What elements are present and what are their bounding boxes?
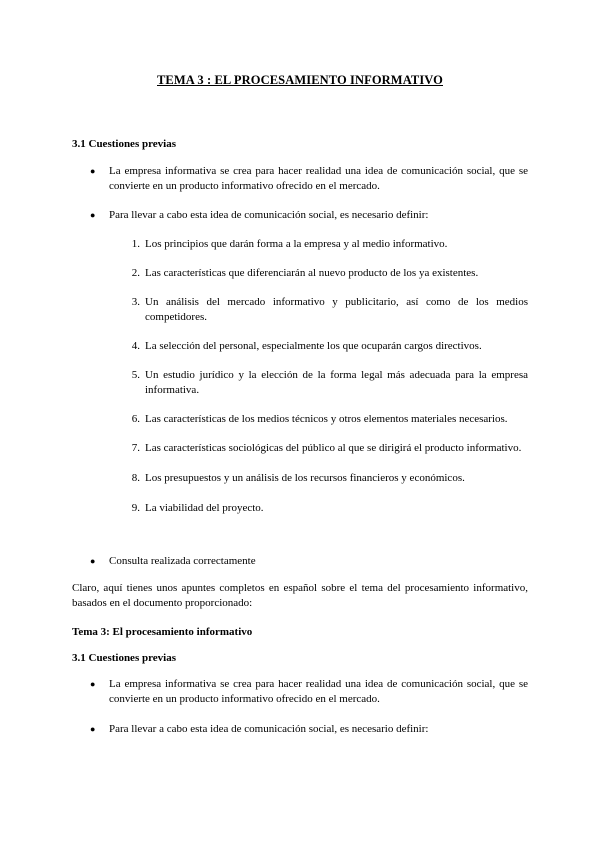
item-text: La selección del personal, especialmente los que ocuparán cargos directivos.	[145, 340, 482, 352]
item-text: Las características de los medios técnicos y otros elementos materiales necesarios.	[145, 413, 508, 425]
item-number: 5.	[131, 369, 140, 381]
item-text: La viabilidad del proyecto.	[145, 502, 264, 514]
section-heading: 3.1 Cuestiones previas	[72, 138, 176, 150]
item-number: 3.	[131, 296, 140, 308]
bullet-text: Para llevar a cabo esta idea de comunicación social, es necesario definir:	[109, 209, 429, 221]
bullet-text: Para llevar a cabo esta idea de comunicación social, es necesario definir:	[109, 723, 429, 735]
bullet-icon: ●	[90, 166, 96, 176]
item-text: Un análisis del mercado informativo y publicitario, así como de los medios competidores.	[145, 296, 528, 323]
bullet-icon: ●	[90, 679, 96, 689]
page-title: TEMA 3 : EL PROCESAMIENTO INFORMATIVO	[157, 73, 443, 87]
bullet-icon: ●	[90, 210, 96, 220]
item-text: Los principios que darán forma a la empresa y al medio informativo.	[145, 238, 448, 250]
status-text: Consulta realizada correctamente	[109, 555, 256, 567]
bullet-text: La empresa informativa se crea para hacer realidad una idea de comunicación social, que se convierte en un producto informativo ofrecido en el mercado.	[109, 678, 528, 705]
item-number: 2.	[131, 267, 140, 279]
section-heading: 3.1 Cuestiones previas	[72, 652, 176, 664]
intro-paragraph: Claro, aquí tienes unos apuntes completos en español sobre el tema del procesamiento informativo, basados en el documento proporcionado:	[72, 582, 528, 609]
item-text: Las características que diferenciarán al nuevo producto de los ya existentes.	[145, 267, 479, 279]
item-number: 8.	[131, 472, 140, 484]
item-text: Los presupuestos y un análisis de los recursos financieros y económicos.	[145, 472, 465, 484]
section-title: Tema 3: El procesamiento informativo	[72, 626, 253, 638]
item-number: 4.	[131, 340, 140, 352]
bullet-icon: ●	[90, 724, 96, 734]
item-text: Un estudio jurídico y la elección de la forma legal más adecuada para la empresa informativa.	[145, 369, 528, 396]
item-text: Las características sociológicas del público al que se dirigirá el producto informativo.	[145, 442, 522, 454]
item-number: 6.	[131, 413, 140, 425]
item-number: 7.	[131, 442, 140, 454]
bullet-icon: ●	[90, 556, 96, 566]
item-number: 9.	[131, 502, 140, 514]
item-number: 1.	[131, 238, 140, 250]
bullet-text: La empresa informativa se crea para hacer realidad una idea de comunicación social, que se convierte en un producto informativo ofrecido en el mercado.	[109, 165, 528, 192]
